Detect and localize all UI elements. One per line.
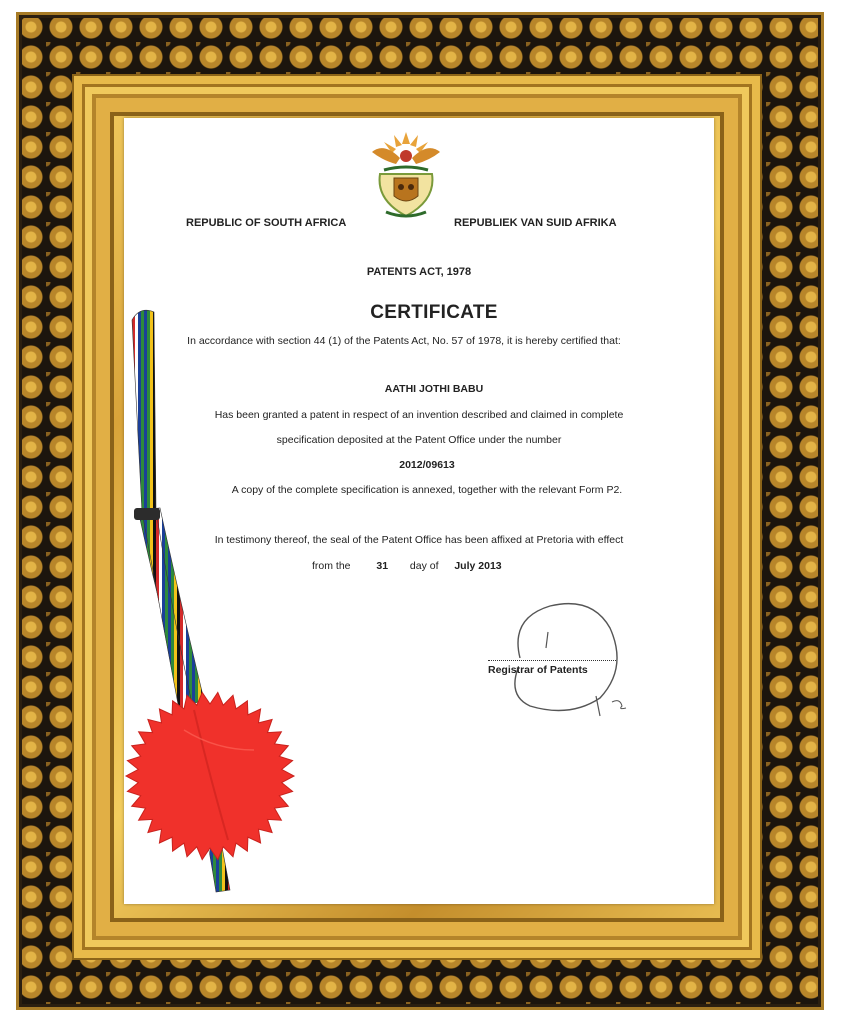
coat-of-arms-icon	[366, 130, 446, 222]
testimony-text: In testimony thereof, the seal of the Patent Office has been affixed at Pretoria with effect	[214, 534, 624, 546]
signature-line	[488, 660, 616, 661]
copy-text: A copy of the complete specification is annexed, together with the relevant Form P2.	[231, 484, 623, 496]
patent-holder-name: AATHI JOTHI BABU	[384, 383, 484, 395]
red-seal-icon	[124, 690, 296, 862]
effective-date	[312, 560, 502, 572]
date-day-of: day of	[409, 560, 439, 572]
specification-text: specification deposited at the Patent Office under the number	[276, 434, 562, 446]
date-month-year: July 2013	[454, 560, 502, 572]
intro-paragraph: In accordance with section 44 (1) of the Patents Act, No. 57 of 1978, it is hereby certified that:	[187, 335, 621, 347]
header-left: REPUBLIC OF SOUTH AFRICA	[186, 217, 347, 229]
date-prefix: from the	[312, 560, 351, 572]
certificate-title: CERTIFICATE	[370, 302, 498, 323]
header-right: REPUBLIEK VAN SUID AFRIKA	[454, 217, 617, 229]
date-day: 31	[376, 560, 389, 572]
act-title: PATENTS ACT, 1978	[366, 266, 472, 278]
signatory-title: Registrar of Patents	[488, 664, 588, 676]
granted-text: Has been granted a patent in respect of an invention described and claimed in complete	[214, 409, 624, 421]
signature-icon	[500, 598, 640, 724]
patent-number: 2012/09613	[399, 459, 455, 471]
